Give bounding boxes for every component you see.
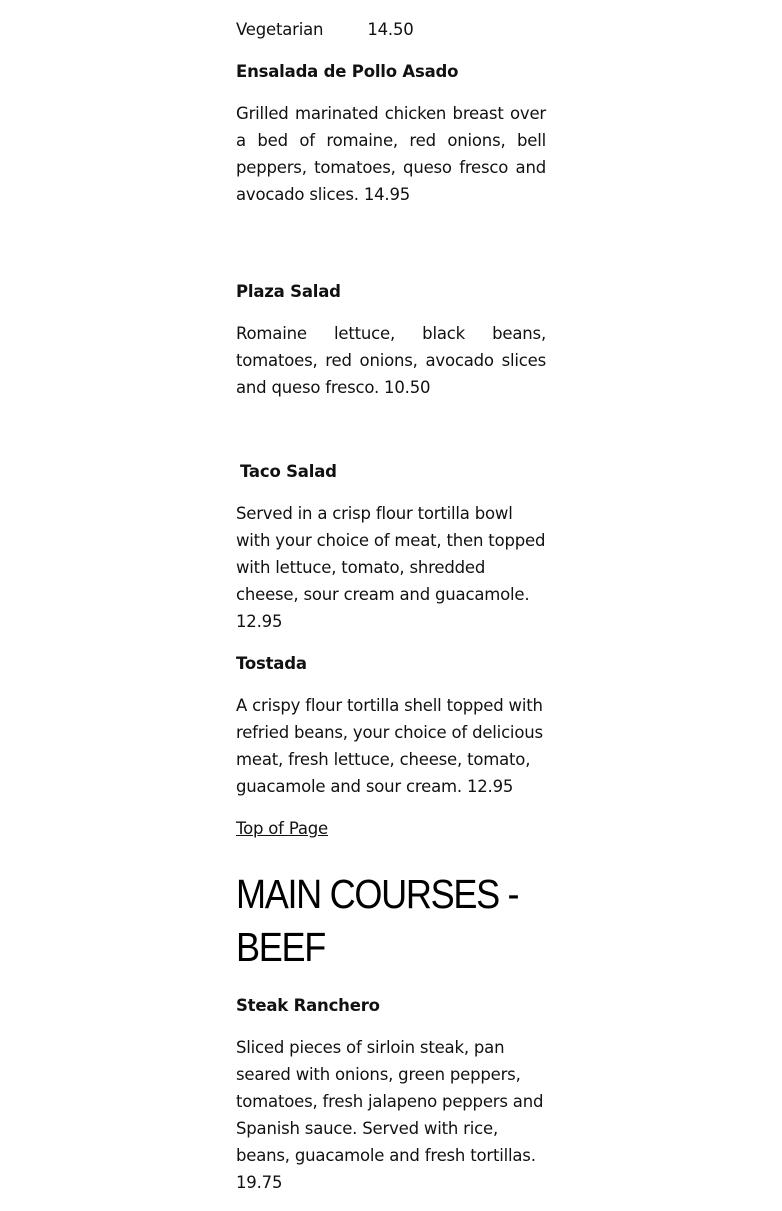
vegetarian-label: Vegetarian — [236, 20, 324, 39]
vegetarian-price: 14.50 — [367, 20, 414, 39]
vegetarian-price-row — [236, 16, 546, 43]
item-description-plaza-salad: Romaine lettuce, black beans, tomatoes, red onions, avocado slices and queso fresco. 10.50 — [236, 324, 546, 397]
item-title-ensalada-pollo-asado: Ensalada de Pollo Asado — [236, 62, 459, 81]
item-description-taco-salad: Served in a crisp flour tortilla bowl with your choice of meat, then topped with lettuce, tomato, shredded cheese, sour cream and guacamole. 12.95 — [236, 504, 546, 631]
section-heading-main-courses-beef: MAIN COURSES - BEEF — [236, 871, 519, 970]
top-of-page-link[interactable]: Top of Page — [236, 819, 328, 838]
item-title-tostada: Tostada — [236, 654, 307, 673]
item-title-taco-salad: Taco Salad — [240, 462, 337, 481]
item-title-steak-ranchero: Steak Ranchero — [236, 996, 380, 1015]
item-description-steak-ranchero: Sliced pieces of sirloin steak, pan seared with onions, green peppers, tomatoes, fresh jalapeno peppers and Spanish sauce. Served with rice, beans, guacamole and fresh tortillas. 19.75 — [236, 1038, 544, 1192]
item-description-ensalada-pollo-asado: Grilled marinated chicken breast over a bed of romaine, red onions, bell peppers, tomatoes, queso fresco and avocado slices. 14.95 — [236, 104, 546, 204]
item-description-tostada: A crispy flour tortilla shell topped with refried beans, your choice of delicious meat, fresh lettuce, cheese, tomato, guacamole and sour cream. 12.95 — [236, 696, 543, 796]
menu-column — [236, 16, 546, 1211]
item-title-plaza-salad: Plaza Salad — [236, 282, 341, 301]
